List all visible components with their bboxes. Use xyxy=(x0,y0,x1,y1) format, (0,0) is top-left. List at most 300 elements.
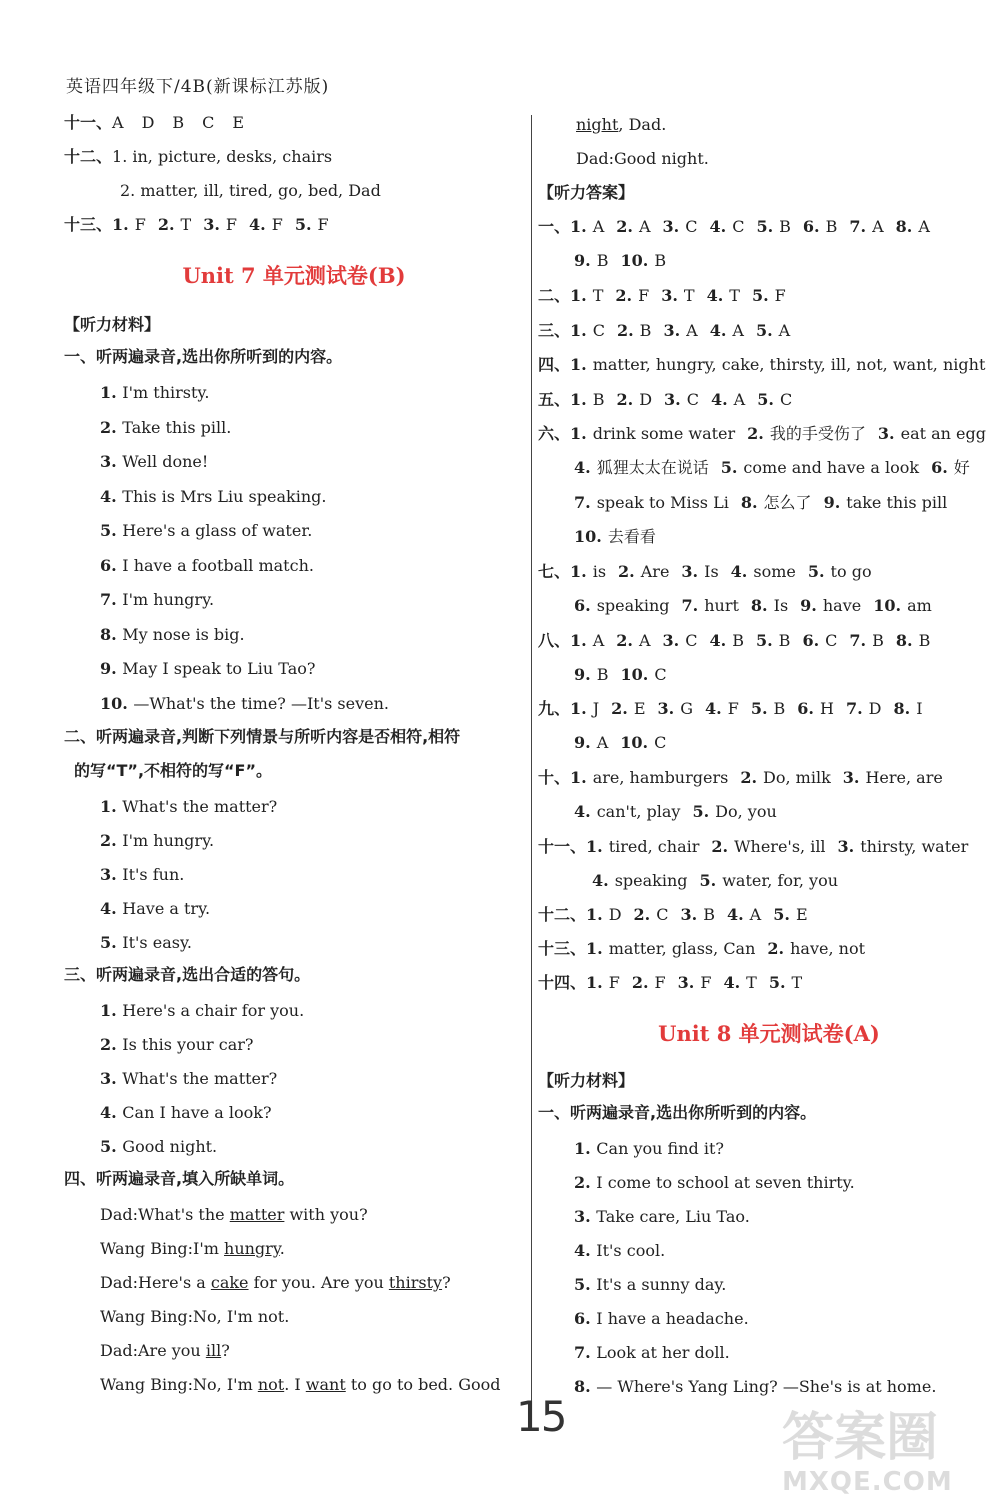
item-value: C xyxy=(654,665,667,685)
item-number: 5. xyxy=(768,973,786,992)
item-text: —What's the time? —It's seven. xyxy=(133,693,389,713)
listening-item xyxy=(574,1342,730,1364)
item-value: tired, chair xyxy=(608,837,700,856)
item-value: D xyxy=(639,390,653,409)
item-value: 去看看 xyxy=(607,526,656,546)
item-number: 3. xyxy=(574,1207,597,1226)
item-text: I have a football match. xyxy=(122,555,314,575)
item-number: 1. xyxy=(586,973,603,992)
part1-title xyxy=(64,346,342,368)
answer-item xyxy=(707,285,740,307)
item-value: B xyxy=(778,631,791,650)
item-value: A xyxy=(638,217,651,236)
item-value: T xyxy=(746,973,757,992)
listening-item xyxy=(100,1068,277,1090)
item-number: 4. xyxy=(592,871,609,891)
section-num: 五、 xyxy=(538,390,571,409)
item-value: am xyxy=(907,596,932,616)
answer-item xyxy=(740,767,830,789)
dialog-text: ? xyxy=(442,1273,451,1292)
answer-item xyxy=(570,216,604,238)
item-number: 9. xyxy=(800,596,817,616)
item-value: B xyxy=(779,217,791,236)
answer-item xyxy=(570,320,605,342)
answer-item xyxy=(705,698,739,720)
answer-item xyxy=(769,972,802,994)
item-value: have, not xyxy=(790,939,865,958)
answer-item xyxy=(873,595,932,617)
answer-line xyxy=(538,698,935,720)
item-value: F xyxy=(774,286,786,305)
answer-item xyxy=(756,320,790,342)
item-value: A xyxy=(749,905,762,924)
item-value: F xyxy=(225,215,238,234)
item-value: T xyxy=(592,286,604,305)
answer-item: B xyxy=(172,113,185,132)
listening-item xyxy=(100,624,245,646)
item-value: B xyxy=(703,905,715,924)
answer-line xyxy=(538,389,804,411)
answer-item xyxy=(620,664,666,686)
answer-item xyxy=(586,972,620,994)
listening-label xyxy=(538,1070,634,1092)
answer-item xyxy=(663,320,697,342)
item-number: 5. xyxy=(750,699,768,718)
section-num: 二、 xyxy=(538,286,571,305)
item-number: 3. xyxy=(677,973,695,992)
listening-item xyxy=(100,932,192,954)
answer-line xyxy=(574,801,789,823)
item-text: Well done! xyxy=(122,452,209,471)
item-number: 5. xyxy=(751,286,769,305)
answer-item xyxy=(757,389,792,411)
item-number: 1. xyxy=(570,631,587,650)
listening-item xyxy=(574,1274,726,1296)
item-text: Have a try. xyxy=(122,899,211,918)
item-number: 6. xyxy=(574,1309,597,1328)
item-value: come and have a look xyxy=(743,458,920,478)
item-text: Look at her doll. xyxy=(596,1343,730,1362)
right-column xyxy=(538,0,1000,1497)
item-value: C xyxy=(825,631,838,650)
answer-item xyxy=(616,216,650,238)
item-value: matter, hungry, cake, thirsty, ill, not, want, night xyxy=(592,355,986,374)
item-value: Here, are xyxy=(865,768,943,787)
answer-item xyxy=(756,216,790,238)
item-number: 4. xyxy=(100,486,123,506)
item-value: B xyxy=(639,321,652,340)
section-num: 十、 xyxy=(538,768,571,787)
answer-item xyxy=(574,595,670,617)
answer-item xyxy=(618,561,669,583)
listening-item xyxy=(100,520,312,542)
item-value: B xyxy=(596,251,609,271)
item-number: 3. xyxy=(100,452,123,471)
answer-item xyxy=(838,836,969,858)
item-number: 7. xyxy=(849,631,867,650)
item-value: A xyxy=(596,733,609,753)
item-value: A xyxy=(872,217,884,236)
answer-line xyxy=(538,216,942,238)
item-value: F xyxy=(727,699,739,718)
item-number: 3. xyxy=(663,321,681,340)
item-number: 4. xyxy=(726,905,744,924)
part-title: 一、听两遍录音,选出你所听到的内容。 xyxy=(64,347,343,366)
listening-label-text: 【听力材料】 xyxy=(64,315,161,334)
item-value: T xyxy=(180,215,192,234)
section-num: 十三、 xyxy=(538,939,587,958)
item-number: 1. xyxy=(100,797,123,816)
listening-label xyxy=(64,314,160,336)
blank-answer: hungry xyxy=(224,1239,280,1258)
answer-item: A xyxy=(112,113,124,132)
item-number: 5. xyxy=(757,390,774,409)
watermark-logo: 答案圈 xyxy=(782,1408,939,1468)
answer-item xyxy=(658,698,693,720)
answer-line xyxy=(538,354,997,376)
item-value: J xyxy=(592,699,600,718)
item-number: 8. xyxy=(893,699,911,718)
listening-item xyxy=(100,830,214,852)
item-text: Take this pill. xyxy=(122,417,232,437)
item-number: 3. xyxy=(680,905,698,924)
listening-item xyxy=(574,1240,665,1262)
section-num: 三、 xyxy=(538,321,571,340)
listening-item xyxy=(100,898,210,920)
section-num: 七、 xyxy=(538,562,571,581)
answer-item xyxy=(574,250,608,272)
item-value: B xyxy=(773,699,786,718)
item-value: eat an egg xyxy=(900,424,986,443)
item-value: F xyxy=(700,973,712,992)
item-number: 1. xyxy=(570,390,587,409)
answer-item xyxy=(700,870,839,892)
item-number: 9. xyxy=(100,659,123,678)
answer-item xyxy=(158,214,191,236)
item-number: 7. xyxy=(845,699,863,718)
listening-item xyxy=(100,1102,272,1124)
section-num: 四、 xyxy=(538,355,571,374)
section-num: 十四、 xyxy=(538,973,587,992)
item-number: 5. xyxy=(807,562,825,581)
item-value: E xyxy=(633,699,646,718)
answer-label xyxy=(538,182,634,204)
part4-title xyxy=(64,1168,294,1190)
item-number: 5. xyxy=(773,905,790,924)
item-value: 我的手受伤了 xyxy=(769,424,866,443)
item-value: C xyxy=(686,390,699,409)
item-number: 8. xyxy=(895,631,913,650)
item-number: 10. xyxy=(620,665,649,685)
item-number: 4. xyxy=(710,390,728,409)
item-value: hurt xyxy=(704,596,739,616)
blank-answer: matter xyxy=(229,1205,285,1224)
blank-answer: want xyxy=(305,1375,346,1394)
item-number: 5. xyxy=(100,1137,123,1156)
item-number: 4. xyxy=(709,631,727,650)
answer-line xyxy=(574,732,678,754)
left-column xyxy=(64,0,524,1497)
answer-item xyxy=(570,389,604,411)
item-value: B xyxy=(825,217,838,236)
part-title: 四、听两遍录音,填入所缺单词。 xyxy=(64,1169,295,1188)
item-text: It's a sunny day. xyxy=(596,1275,727,1294)
item-text: Can you find it? xyxy=(596,1139,724,1158)
item-number: 2. xyxy=(616,631,633,650)
dialog-text: , Dad. xyxy=(618,115,667,134)
listening-item xyxy=(100,1000,304,1022)
listening-item xyxy=(574,1172,855,1194)
item-value: Do, milk xyxy=(763,768,831,787)
answer-item xyxy=(808,561,872,583)
item-number: 1. xyxy=(570,321,587,340)
item-number: 2. xyxy=(100,417,123,437)
part-title: 的写“T”,不相符的写“F”。 xyxy=(74,761,272,780)
item-value: F xyxy=(638,286,650,305)
item-value: A xyxy=(638,631,651,650)
blank-answer: not xyxy=(257,1375,285,1394)
item-number: 7. xyxy=(100,590,123,609)
answer-item xyxy=(586,938,755,960)
answer-item xyxy=(574,457,709,479)
item-value: C xyxy=(685,631,698,650)
item-value: B xyxy=(918,631,931,650)
dialog-line xyxy=(100,1306,289,1328)
answer-item xyxy=(878,423,986,445)
answer-item xyxy=(741,492,812,514)
item-number: 2. xyxy=(767,939,785,958)
item-value: C xyxy=(592,321,605,340)
item-number: 3. xyxy=(877,424,895,443)
dialog-text: Dad:What's the xyxy=(100,1205,230,1224)
item-number: 2. xyxy=(157,215,175,234)
item-number: 4. xyxy=(100,1103,123,1122)
answer-item xyxy=(586,836,699,858)
dialog-line xyxy=(100,1272,451,1294)
answer-item xyxy=(570,285,603,307)
answer-line xyxy=(574,492,959,514)
item-text: I'm hungry. xyxy=(122,831,215,850)
item-number: 4. xyxy=(249,215,266,234)
item-number: 7. xyxy=(574,1343,597,1362)
item-value: C xyxy=(779,390,793,409)
answer-item xyxy=(802,630,837,652)
item-number: 4. xyxy=(705,699,722,718)
item-value: B xyxy=(592,390,605,409)
item-value: Are xyxy=(640,562,670,581)
dialog-text: Dad:Are you xyxy=(100,1341,206,1360)
item-value: to go xyxy=(830,562,872,581)
answer-item xyxy=(295,214,329,236)
answer-item xyxy=(723,972,756,994)
listening-item xyxy=(100,451,208,473)
item-number: 5. xyxy=(100,521,123,540)
item-text: Good night. xyxy=(122,1137,218,1156)
dialog-text: Wang Bing:No, I'm xyxy=(100,1375,258,1394)
item-number: 4. xyxy=(574,1241,597,1260)
item-value: is xyxy=(592,562,607,581)
item-number: 3. xyxy=(662,217,680,236)
item-value: A xyxy=(733,390,746,409)
answer-item xyxy=(574,801,680,823)
item-number: 2. xyxy=(711,837,729,856)
listening-item xyxy=(100,658,315,680)
part2-title-2 xyxy=(74,760,272,782)
answer-line xyxy=(538,972,814,994)
item-number: 2. xyxy=(747,424,764,443)
answer-item xyxy=(692,801,776,823)
section-num: 十二、 xyxy=(64,147,113,166)
item-number: 2. xyxy=(616,390,634,409)
dialog-text: to go to bed. Good xyxy=(345,1375,501,1394)
item-number: 6. xyxy=(931,458,948,478)
item-value: water, for, you xyxy=(722,871,839,891)
listening-item xyxy=(100,486,326,508)
item-text: May I speak to Liu Tao? xyxy=(122,659,316,678)
part3-title xyxy=(64,964,310,986)
item-number: 5. xyxy=(755,321,773,340)
answer-item xyxy=(747,423,866,445)
item-number: 4. xyxy=(709,217,727,236)
item-number: 5. xyxy=(692,802,710,822)
page-header: 英语四年级下/4B(新课标江苏版) xyxy=(66,77,330,97)
item-value: B xyxy=(732,631,744,650)
item-number: 4. xyxy=(706,286,724,305)
answer-item xyxy=(570,767,728,789)
item-number: 9. xyxy=(574,733,591,753)
item-number: 3. xyxy=(664,390,681,409)
answer-line xyxy=(538,836,980,858)
dialog-text: Wang Bing:I'm xyxy=(100,1239,225,1258)
blank-answer: night xyxy=(576,115,619,134)
answer-item xyxy=(678,972,712,994)
answer-item xyxy=(751,698,785,720)
answer-item xyxy=(632,972,666,994)
listening-label-text: 【听力材料】 xyxy=(538,1071,635,1090)
answer-item xyxy=(574,526,656,548)
part-title: 三、听两遍录音,选出合适的答句。 xyxy=(64,965,311,984)
item-number: 4. xyxy=(574,458,591,478)
answer-line xyxy=(538,423,998,445)
answer-item xyxy=(615,285,649,307)
q1-title xyxy=(538,1102,816,1124)
dialog-text: . I xyxy=(284,1375,306,1394)
answer-line xyxy=(538,904,820,926)
item-value: have xyxy=(822,596,862,616)
item-text: Can I have a look? xyxy=(122,1103,272,1122)
item-value: A xyxy=(686,321,698,340)
item-value: A xyxy=(732,321,744,340)
item-number: 2. xyxy=(740,768,758,787)
dialog-text: with you? xyxy=(284,1205,368,1224)
item-number: 4. xyxy=(730,562,748,581)
item-number: 2. xyxy=(631,973,649,992)
item-number: 8. xyxy=(100,624,123,644)
item-number: 1. xyxy=(570,355,587,374)
item-number: 2. xyxy=(616,217,633,236)
item-value: speaking xyxy=(614,871,688,891)
answer-item xyxy=(634,904,669,926)
answer-item xyxy=(616,389,652,411)
item-value: 狐狸太太在说话 xyxy=(596,458,709,478)
item-number: 2. xyxy=(100,831,123,850)
section-12-line1 xyxy=(64,146,332,168)
section-num: 八、 xyxy=(538,631,571,650)
watermark xyxy=(782,1395,1000,1497)
item-text: This is Mrs Liu speaking. xyxy=(122,486,327,506)
blank-answer: ill xyxy=(205,1341,222,1360)
answer-line xyxy=(574,457,982,479)
part2-title-1 xyxy=(64,726,460,748)
answer-item xyxy=(620,250,666,272)
answer-item xyxy=(773,904,807,926)
section-num: 九、 xyxy=(538,699,571,718)
dialog-text: ? xyxy=(221,1341,230,1360)
item-number: 5. xyxy=(755,631,773,650)
item-number: 8. xyxy=(740,492,758,512)
item-value: F xyxy=(134,215,146,234)
answer-line xyxy=(574,664,679,686)
watermark-text: MXQE.COM xyxy=(782,1467,953,1497)
section-13 xyxy=(64,214,341,236)
answer-item xyxy=(752,285,786,307)
item-number: 3. xyxy=(681,562,699,581)
answer-item xyxy=(721,457,919,479)
dialog-line xyxy=(100,1238,285,1260)
item-text: I have a headache. xyxy=(596,1309,749,1328)
item-number: 9. xyxy=(574,665,591,685)
item-text: It's cool. xyxy=(596,1241,666,1260)
item-number: 8. xyxy=(750,596,768,616)
answer-item xyxy=(893,698,922,720)
item-value: A xyxy=(918,217,930,236)
answer-item xyxy=(570,561,606,583)
item-number: 7. xyxy=(681,596,699,616)
item-number: 10. xyxy=(100,693,134,713)
answer-line xyxy=(538,561,884,583)
item-number: 7. xyxy=(849,217,867,236)
answer-item xyxy=(710,630,744,652)
listening-item xyxy=(100,864,184,886)
item-value: take this pill xyxy=(846,492,948,512)
item-value: T xyxy=(683,286,695,305)
item-number: 1. xyxy=(574,1139,597,1158)
answer-line xyxy=(538,767,955,789)
answer-item xyxy=(710,320,744,342)
answer-item xyxy=(664,389,699,411)
item-value: C xyxy=(654,733,667,753)
item-value: speaking xyxy=(596,596,670,616)
item-value: C xyxy=(685,217,698,236)
item-number: 4. xyxy=(709,321,727,340)
answer-item xyxy=(849,216,883,238)
part-title: 一、听两遍录音,选出你所听到的内容。 xyxy=(538,1103,817,1122)
dialog-continue-1 xyxy=(576,114,666,136)
item-value: Is xyxy=(704,562,719,581)
item-number: 2. xyxy=(633,905,651,924)
item-number: 2. xyxy=(615,286,633,305)
section-12-line2 xyxy=(120,180,381,202)
item-text: I'm thirsty. xyxy=(122,383,210,402)
listening-item xyxy=(100,382,209,404)
item-number: 3. xyxy=(100,865,123,884)
answer-item xyxy=(249,214,283,236)
answer-item xyxy=(592,870,688,892)
answer-item xyxy=(620,732,666,754)
section-num: 一、 xyxy=(538,217,571,236)
item-value: C xyxy=(732,217,745,236)
item-value: T xyxy=(729,286,740,305)
